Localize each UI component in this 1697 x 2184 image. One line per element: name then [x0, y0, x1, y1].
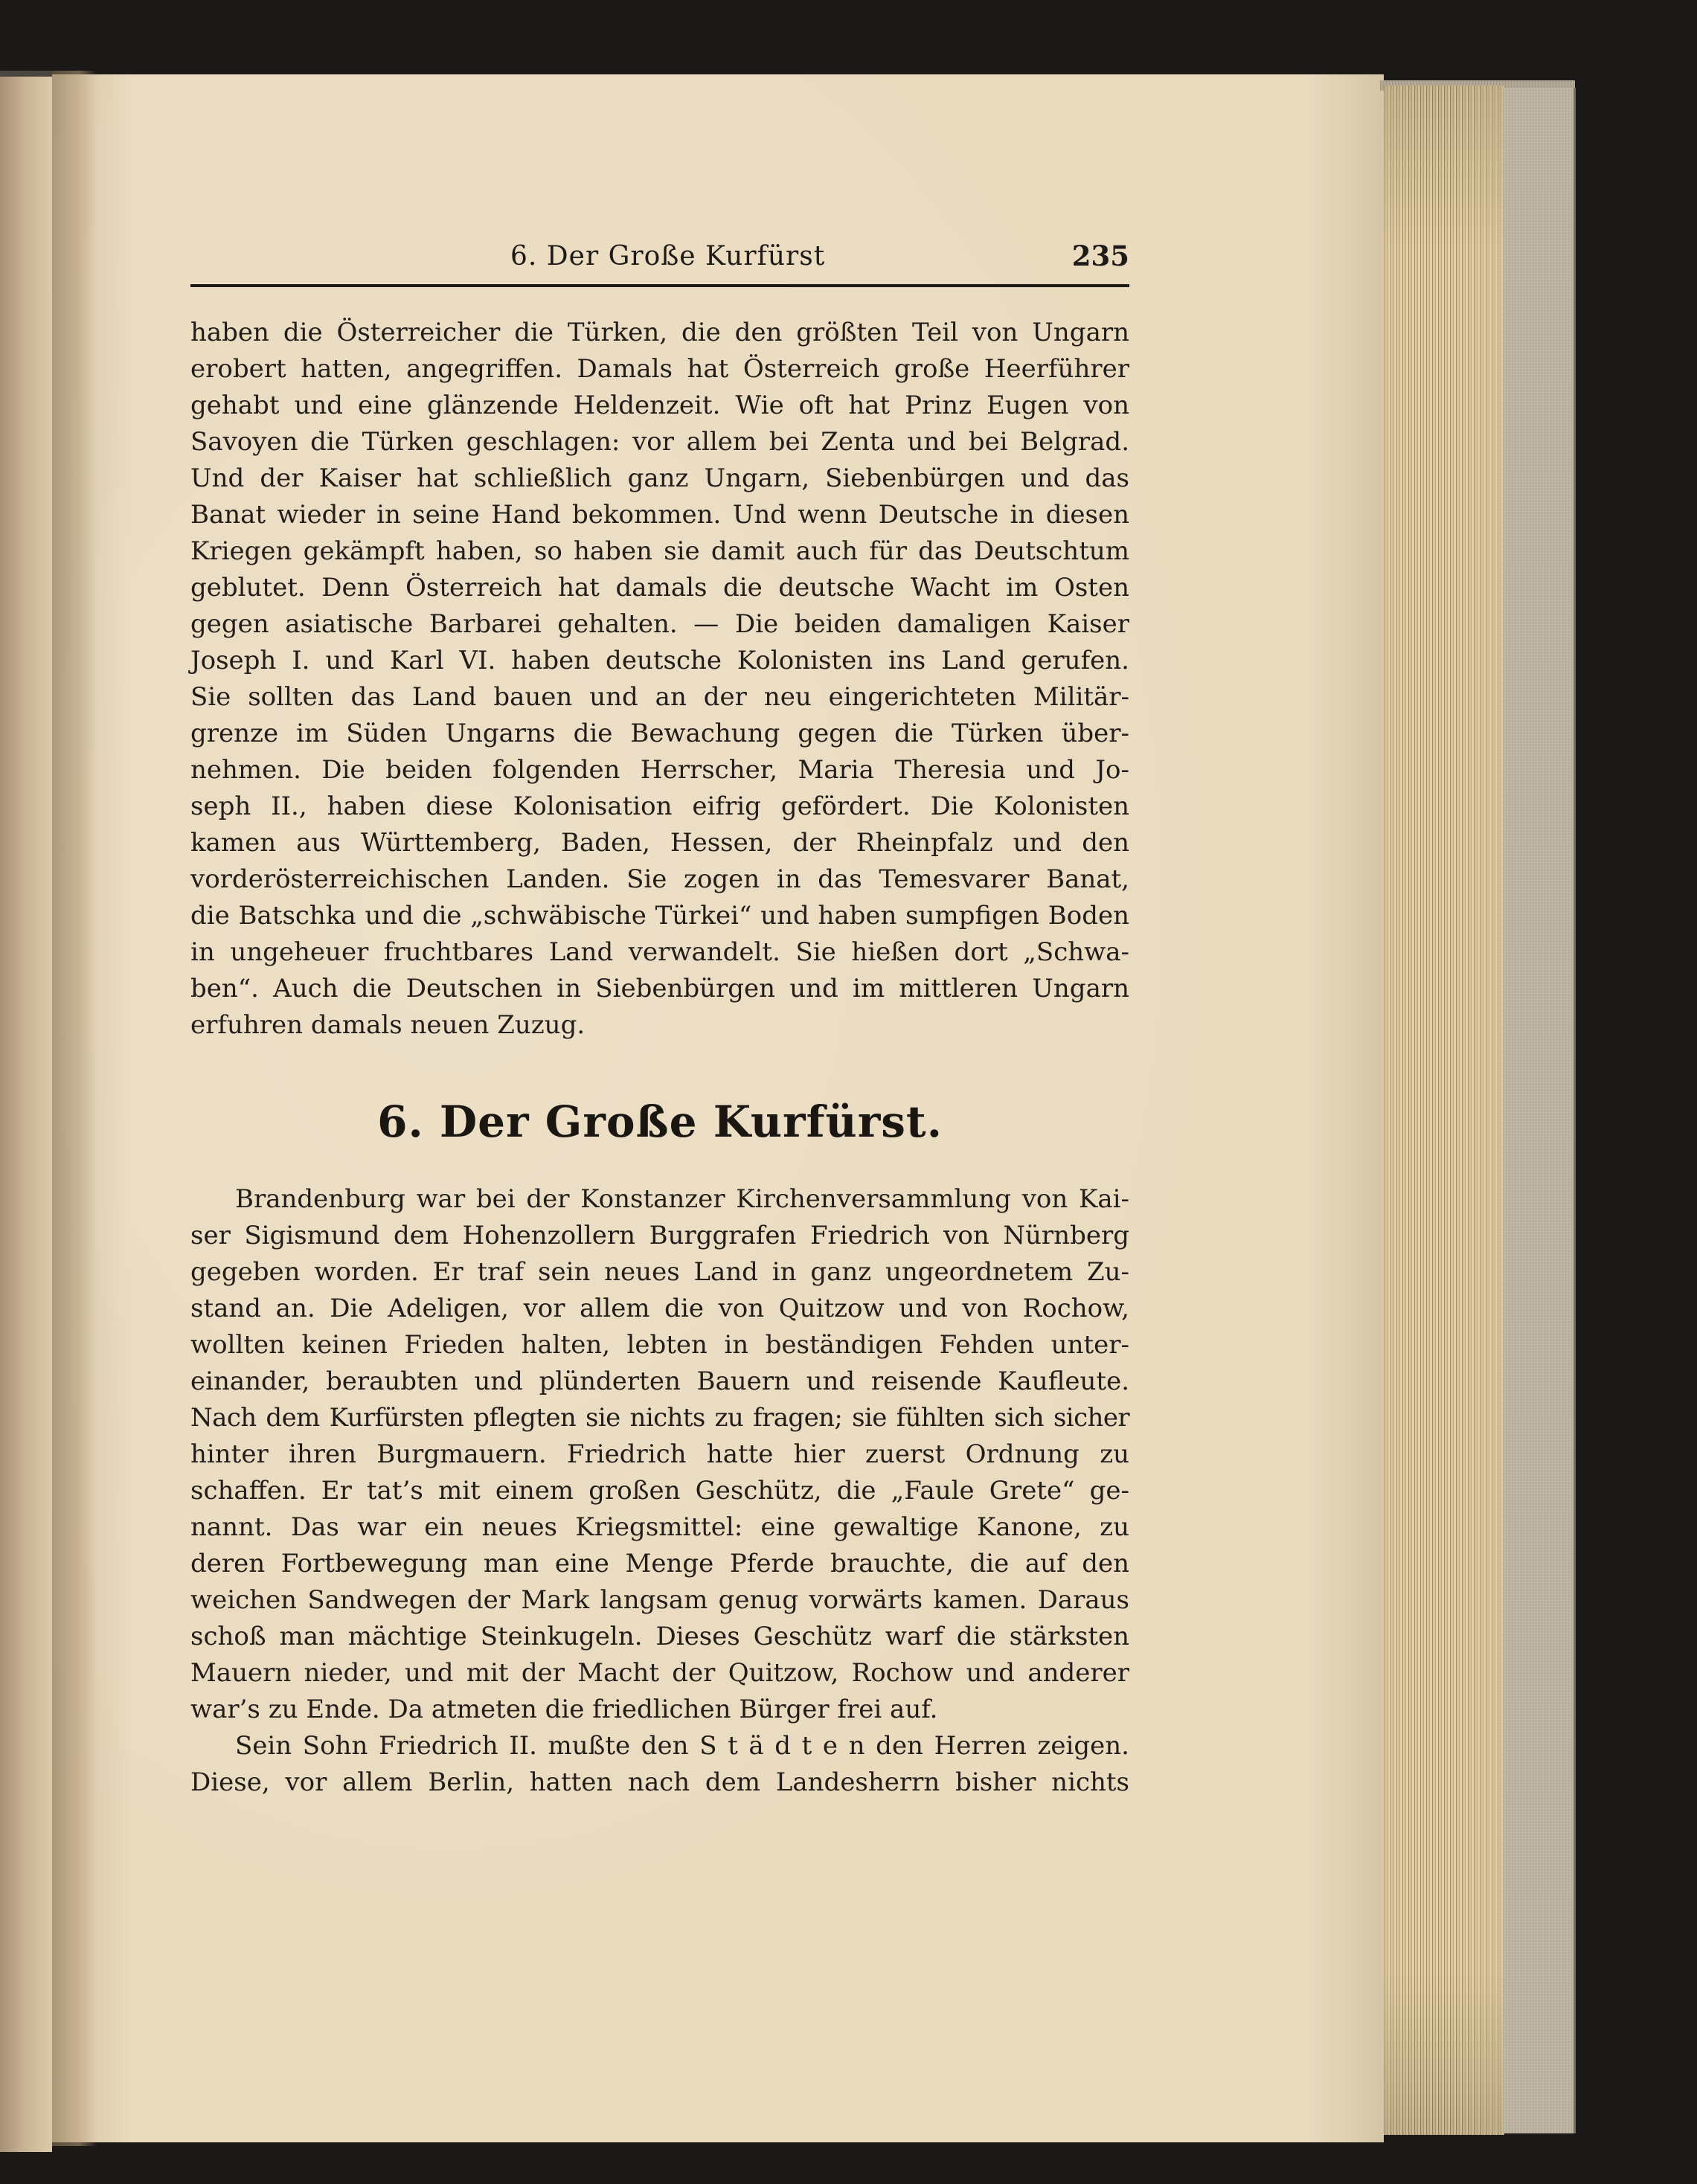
body-line: schoß man mächtige Steinkugeln. Dieses Geschütz warf die stärksten — [190, 1622, 1129, 1651]
body-line: wollten keinen Frieden halten, lebten in beständigen Fehden unter- — [190, 1330, 1129, 1360]
body-line: Sie sollten das Land bauen und an der neu eingerichteten Militär- — [190, 682, 1129, 712]
book-cover-spine — [1503, 88, 1576, 2133]
body-line: erfuhren damals neuen Zuzug. — [190, 1010, 586, 1040]
body-line: Brandenburg war bei der Konstanzer Kirchenversammlung von Kai- — [235, 1184, 1129, 1214]
body-line: Joseph I. und Karl VI. haben deutsche Kolonisten ins Land gerufen. — [190, 646, 1129, 675]
body-line: nannt. Das war ein neues Kriegsmittel: eine gewaltige Kanone, zu — [190, 1512, 1129, 1542]
body-line: gehabt und eine glänzende Heldenzeit. Wie oft hat Prinz Eugen von — [190, 391, 1129, 420]
body-line: schaffen. Er tat’s mit einem großen Geschütz, die „Faule Grete“ ge- — [190, 1476, 1129, 1506]
body-line: Kriegen gekämpft haben, so haben sie damit auch für das Deutschtum — [190, 536, 1129, 566]
body-line: nehmen. Die beiden folgenden Herrscher, Maria Theresia und Jo- — [190, 755, 1129, 785]
body-line: gegen asiatische Barbarei gehalten. — Die beiden damaligen Kaiser — [190, 609, 1129, 639]
body-line: ser Sigismund dem Hohenzollern Burggrafen Friedrich von Nürnberg — [190, 1221, 1129, 1250]
body-line: einander, beraubten und plünderten Bauern und reisende Kaufleute. — [190, 1366, 1129, 1396]
body-line: Und der Kaiser hat schließlich ganz Ungarn, Siebenbürgen und das — [190, 463, 1129, 493]
body-line: haben die Österreicher die Türken, die den größten Teil von Ungarn — [190, 318, 1129, 347]
running-title: 6. Der Große Kurfürst — [510, 241, 826, 272]
body-line: stand an. Die Adeligen, vor allem die von Quitzow und von Rochow, — [190, 1294, 1129, 1323]
body-line: hinter ihren Burgmauern. Friedrich hatte hier zuerst Ordnung zu — [190, 1439, 1129, 1469]
body-line: deren Fortbewegung man eine Menge Pferde brauchte, die auf den — [190, 1549, 1129, 1578]
body-line: in ungeheuer fruchtbares Land verwandelt. Sie hießen dort „Schwa- — [190, 937, 1129, 967]
body-line: weichen Sandwegen der Mark langsam genug vorwärts kamen. Daraus — [190, 1585, 1129, 1615]
page-number: 235 — [1071, 240, 1129, 272]
body-line: Banat wieder in seine Hand bekommen. Und wenn Deutsche in diesen — [190, 500, 1129, 530]
body-line: geblutet. Denn Österreich hat damals die deutsche Wacht im Osten — [190, 573, 1129, 603]
body-line: die Batschka und die „schwäbische Türkei“ und haben sumpfigen Boden — [190, 901, 1129, 931]
body-line: Sein Sohn Friedrich II. mußte den S t ä d t e n den Herren zeigen. — [235, 1731, 1129, 1761]
body-line: war’s zu Ende. Da atmeten die friedlichen Bürger frei auf. — [190, 1695, 938, 1724]
gutter-shadow — [52, 71, 97, 2146]
left-page-edge — [0, 71, 52, 2152]
body-line: erobert hatten, angegriffen. Damals hat Österreich große Heerführer — [190, 354, 1129, 384]
body-line: vorderösterreichischen Landen. Sie zogen in das Temesvarer Banat, — [190, 864, 1129, 894]
body-line: grenze im Süden Ungarns die Bewachung gegen die Türken über- — [190, 719, 1129, 748]
body-line: seph II., haben diese Kolonisation eifrig gefördert. Die Kolonisten — [190, 791, 1129, 821]
body-line: kamen aus Württemberg, Baden, Hessen, der Rheinpfalz und den — [190, 828, 1129, 858]
section-heading: 6. Der Große Kurfürst. — [377, 1096, 943, 1147]
body-line: Savoyen die Türken geschlagen: vor allem bei Zenta und bei Belgrad. — [190, 427, 1129, 457]
page-block-shade — [1384, 86, 1503, 2135]
body-line: Diese, vor allem Berlin, hatten nach dem Landesherrn bisher nichts — [190, 1767, 1129, 1797]
body-line: Nach dem Kurfürsten pflegten sie nichts zu fragen; sie fühlten sich sicher — [190, 1403, 1129, 1433]
body-line: Mauern nieder, und mit der Macht der Quitzow, Rochow und anderer — [190, 1658, 1129, 1688]
running-header — [190, 238, 1129, 287]
body-line: ben“. Auch die Deutschen in Siebenbürgen und im mittleren Ungarn — [190, 974, 1129, 1003]
body-line: gegeben worden. Er traf sein neues Land in ganz ungeordnetem Zu- — [190, 1257, 1129, 1287]
